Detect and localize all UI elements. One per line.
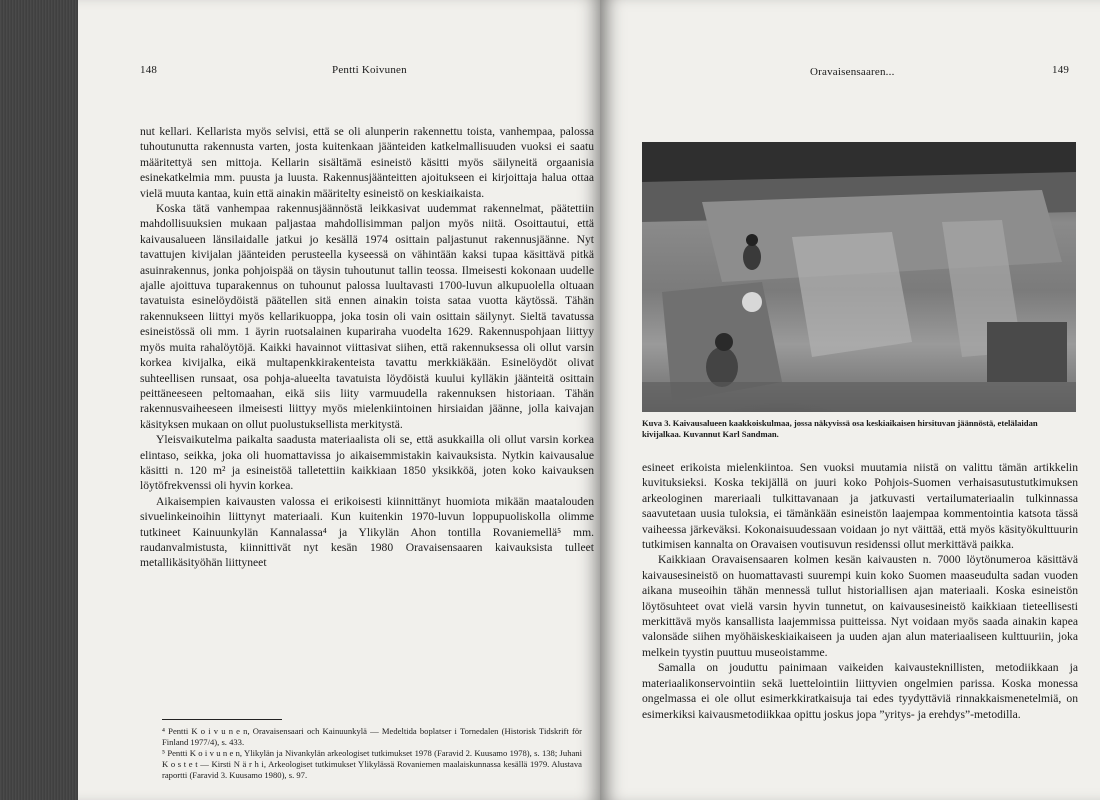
page-edges <box>0 0 78 800</box>
paragraph: Aikaisempien kaivausten valossa ei erikoisesti kiinnittänyt huomiota mikään maatalouden sivuelinkeinoihin liittynyt materiaali. Kun kuitenkin 1970-luvun loppupuoliskolla olimme tutkineet Kainuunkylän Kannalassa⁴ ja Ylikylän Ahon tontilla Rovaniemellä⁵ mm. raudanvalmistusta, kiinnittivät nyt kesän 1980 Oravaisensaaren kaivauksista tulleet metallikäsityöhän liittyneet <box>140 494 594 570</box>
right-page <box>600 0 1100 800</box>
photo-caption: Kuva 3. Kaivausalueen kaakkoiskulmaa, jossa näkyvissä osa keskiaikaisen hirsituvan jäännöstä, etelälaidan kivijalkaa. Kuvannut Karl Sandman. <box>642 418 1038 439</box>
footnotes <box>162 726 582 781</box>
paragraph: Yleisvaikutelma paikalta saadusta materiaalista oli se, että asukkailla oli ollut varsin korkea elintaso, seikka, joka oli huomattavissa jo aikaisemmistakin kaivauksista. Nytkin kaivausalue käsitti n. 120 m² ja esineistöä talletettiin kaikkiaan 1850 yksikköä, joten koko kaivauksen löytöfrekvenssi oli hyvin korkea. <box>140 433 594 493</box>
paragraph: Kaikkiaan Oravaisensaaren kolmen kesän kaivausten n. 7000 löytönumeroa käsittävä kaivausesineistö on huomattavasti suurempi kuin koko Suomen maaseudulta sadan vuoden aikana museoihin tähän mennessä tullut historiallisen ajan materiaali. Koska esineistön löytösuhteet ovat vielä varsin hyvin tunnetut, on kaivausesineistö kaikkiaan tieteellisesti merkittävä myös kansallista laajemmissa puitteissa. Nyt voidaan myös saada ainakin kapea valonsäde siihen myöhäiskeskiaikaiseen ja uuden ajan alun materiaaliseen kulttuuriin, joka melkein tyystin puuttuu museoistamme. <box>642 553 1078 659</box>
paragraph: esineet erikoista mielenkiintoa. Sen vuoksi muutamia niistä on valittu tämän artikkelin kuvituksieksi. Koska tekijällä on juuri koko Pohjois-Suomen verhaisasutustutkimuksen arkeologinen mareriaali tulkittavanaan ja jatkuvasti vertailumateriaalin tulkinnassa saavutetaan uusia tuloksia, ei tämänkään esineistön laajempaa kommentointia katsota tässä vaiheessa järkeväksi. Kokonaisuudessaan voidaan jo nyt väittää, että myös käsityökulttuurin tutkimisen kannalta on Oravaisen voutisuvun residenssi ollut merkittävä paikka. <box>642 461 1078 552</box>
left-page <box>78 0 600 800</box>
footnote-5: ⁵ Pentti K o i v u n e n, Ylikylän ja Nivankylän arkeologiset tutkimukset 1978 (Faravid 2. Kuusamo 1978), s. 138; Juhani K o s t e t — Kirsti N ä r h i, Arkeologiset tutkimukset Ylikylässä Rovaniemen maalaiskunnassa kesällä 1979. Alustava raportti (Faravid 3. Kuusamo 1980), s. 97. <box>162 748 582 780</box>
left-page-number: 148 <box>140 64 158 76</box>
right-page-number: 149 <box>1052 64 1070 76</box>
footnote-4: ⁴ Pentti K o i v u n e n, Oravaisensaari och Kainuunkylä — Medeltida boplatser i Tornedalen (Historisk Tidskrift för Finland 1977/4), s. 433. <box>162 726 582 747</box>
paragraph: Samalla on jouduttu painimaan vaikeiden kaivausteknillisten, metodiikkaan ja materiaalikonservointiin sekä luettelointiin liittyvien ongelmien parissa. Koska monessa ongelmassa ei ole ollut esimerkkiratkaisuja tai edes tyydyttäviä rinnakkaismenetelmiä, on esimerkiksi kaivausmetodiikkaa opittu joskus jopa ”yritys- ja erehdys”-metodilla. <box>642 661 1078 721</box>
footnote-divider <box>162 719 282 720</box>
right-body-text <box>642 460 1078 722</box>
left-running-head: Pentti Koivunen <box>332 64 407 76</box>
paragraph: Koska tätä vanhempaa rakennusjäännöstä leikkasivat uudemmat rakennelmat, päätettiin mahdollisuuksien mukaan paljastaa mahdollisimman paljon myös niitä. Osoittautui, että kaivausalueen länsilaidalle jatkui jo kesällä 1974 osittain paljastunut rakennusjäänne. Nyt tavattujen kivijalan jäänteiden perusteella kyseessä on vähintään kaksi tupaa käsittävä pitkä asuinrakennus, jonka pohjoispää on täysin tuhoutunut tallin teossa. Ilmeisesti kokonaan uudelle ajalle ajoittuva tuparakennus on tuhounut palossa luultavasti 1700-luvun alkupuolella oltuaan tavatuista esinelöydöistä päätellen sitä ennen ainakin toista sataa vuotta käytössä. Tähän rakennukseen liittyi myös kellarikuoppa, joka tosin oli vain osittain säilynyt. Sieltä tavatussa esineistössä oli mm. 1 äyrin ruotsalainen kupariraha vuodelta 1629. Rakennuspohjaan liittyy myös muita rahalöytöjä. Kaikki havainnot viittasivat siihen, että rakennuksessa oli ollut varsin korkea kivijalka, eikä multapenkkirakenteista tavattu merkkiäkään. Esinelöydöt olivat suhteellisen runsaat, osa pohja-alueelta tavatuista löydöistä kuului kylläkin jäänteitä osittain peittäneeseen peltomaahan, eikä siis liity varmuudella rakennuksen historiaan. Tähän rakennusvaiheeseen ilmeisesti liittyy myös mielenkiintoinen hirsiaidan jäänne, jolla kaivajan käsityksen mukaan on ollut puolustuksellista merkitystä. <box>140 202 594 431</box>
right-running-head: Oravaisensaaren... <box>810 66 895 78</box>
excavation-photo <box>642 142 1076 412</box>
excavation-photo-drawing <box>642 142 1076 412</box>
left-body-text <box>140 124 594 571</box>
paragraph: nut kellari. Kellarista myös selvisi, että se oli alunperin rakennettu toista, vanhempaa, palossa tuhoutunutta rakennusta varten, josta kuitenkaan jäänteiden katkelmallisuuden vuoksi ei saatu määritettyä sen mittoja. Kellarin sisältämä esineistö käsitti myös säilyneitä orgaanisia esinekatkelmia mm. puusta ja luusta. Rakennusjäänteitten ajoitukseen ei kirjoittaja halua ottaa vielä muuta kantaa, kuin että ainakin määritelty esineistö on keskiaikaista. <box>140 125 594 200</box>
